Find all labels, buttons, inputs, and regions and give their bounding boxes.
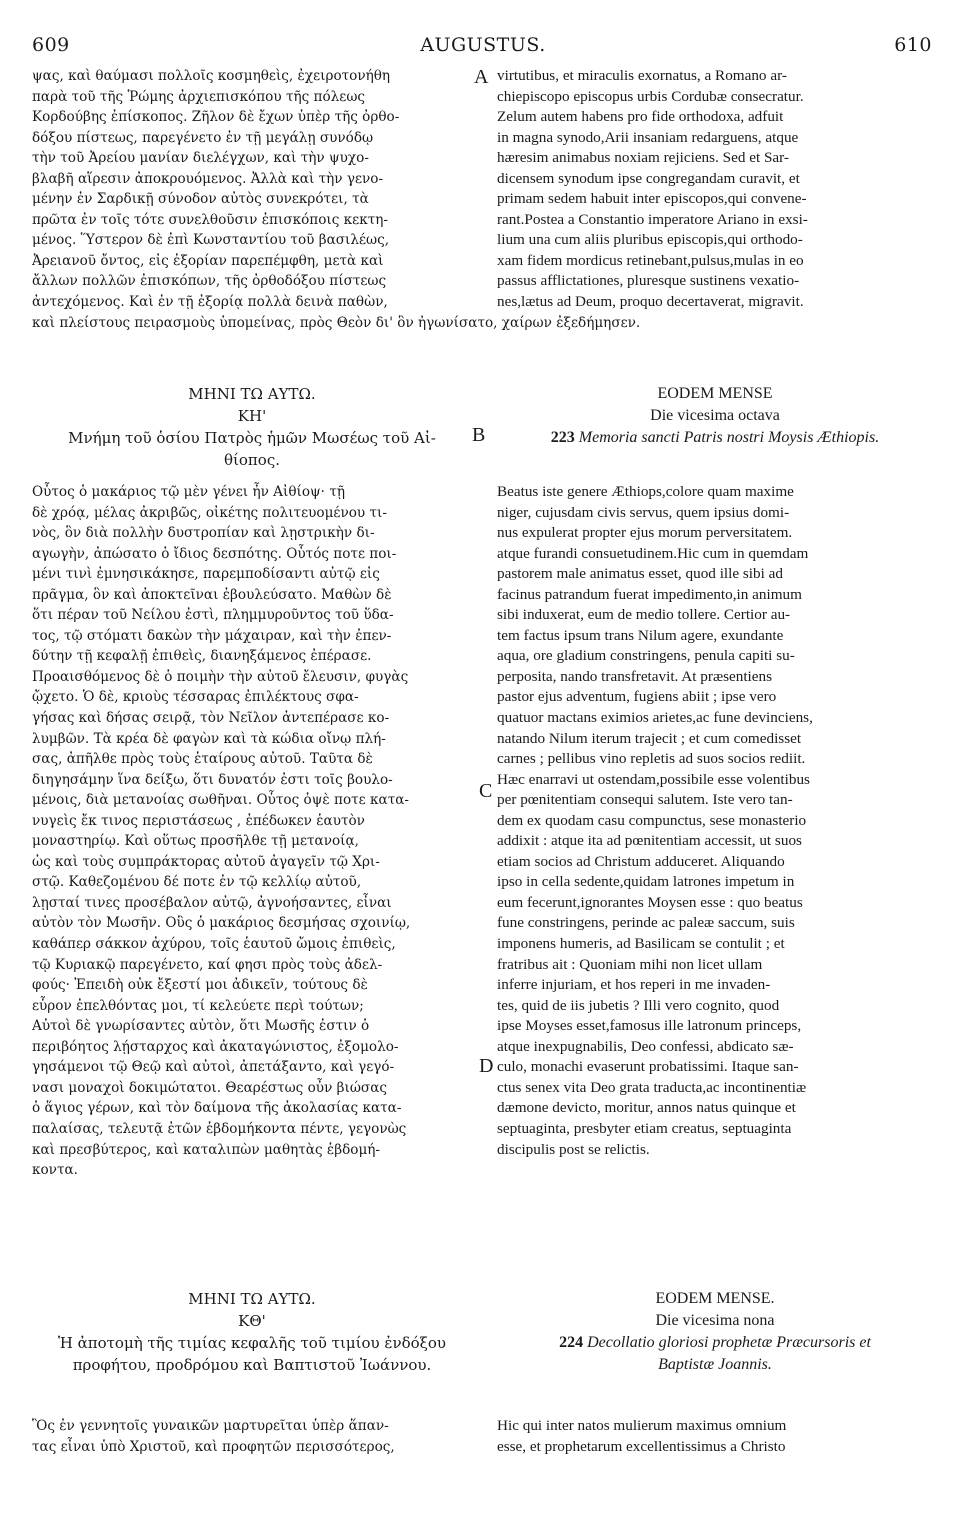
latin-line: natando Nilum iterum trajecit ; et cum comedisset bbox=[497, 729, 802, 747]
latin-line: carnes ; pellibus vino repletis ad suos socios rediit. bbox=[497, 750, 806, 768]
greek-line: Αὐτοὶ δὲ γνωρίσαντες αὐτὸν, ὅτι Μωσῆς ἐστιν ὁ bbox=[32, 1018, 370, 1035]
greek-line: αγωγὴν, ἀπώσατο ὁ ἴδιος δεσπότης. Οὗτός ποτε ποι- bbox=[32, 545, 397, 562]
latin-line: lium una cum aliis pluribus episcopis,qui orthodo- bbox=[497, 231, 803, 249]
greek-line: Ἀρειανοῦ ὄντος, εἰς ἐξορίαν παρεπέμφθη, μετὰ καὶ bbox=[32, 252, 384, 269]
greek-column-top bbox=[32, 66, 472, 313]
greek-section-heading: ΜΗΝΙ ΤΩ ΑΥΤΩ. bbox=[188, 385, 316, 403]
latin-line: ctus senex vita Deo grata traducta,ac incontinentiæ bbox=[497, 1078, 807, 1096]
latin-line: atque furandi consuetudinem.Hic cum in quemdam bbox=[497, 544, 809, 562]
latin-line: primam sedem habuit inter episcopos,qui convene- bbox=[497, 190, 807, 208]
greek-line: περιβόητος λῄσταρχος καὶ ἀκαταγώνιστος, ἐξομολο- bbox=[32, 1038, 399, 1055]
latin-heading-1 bbox=[497, 383, 933, 449]
latin-line: chiepiscopo episcopus urbis Cordubæ consecratur. bbox=[497, 87, 804, 105]
entry-number: 223 bbox=[550, 429, 575, 446]
greek-line: πρῶτα ἐν τοῖς τότε συνελθοῦσιν ἐπισκόποις κεκτη- bbox=[32, 211, 388, 228]
greek-line: νὸς, ὃν διὰ πολλὴν δυστροπίαν καὶ λῃστρικὴν δι- bbox=[32, 525, 375, 542]
latin-column-body bbox=[497, 482, 933, 1160]
latin-line: addixit : atque ita ad pœnitentiam accessit, ut suos bbox=[497, 832, 802, 850]
latin-line: sibi induxerat, eum de medio tollere. Certior au- bbox=[497, 606, 791, 624]
latin-section-heading: EODEM MENSE. bbox=[655, 1290, 775, 1307]
greek-line: μοναστηρίῳ. Καὶ οὕτως προσῆλθε τῇ μετανοίᾳ, bbox=[32, 833, 359, 850]
latin-line: nes,lætus ad Deum, proquo decertaverat, migravit. bbox=[497, 293, 804, 311]
greek-line: μένος. Ὕστερον δὲ ἐπὶ Κωνσταντίου τοῦ βασιλέως, bbox=[32, 232, 390, 249]
latin-line: ipso in cella sedente,quidam latrones impetum in bbox=[497, 873, 795, 891]
greek-column-body bbox=[32, 482, 472, 1181]
greek-line: λῃσταί τινες προσέβαλον αὐτῷ, ἀγνοήσαντες, εἶναι bbox=[32, 894, 392, 911]
latin-feast-title: Memoria sancti Patris nostri Moysis Æthiopis. bbox=[578, 429, 880, 446]
greek-line: ὁ ἅγιος γέρων, καὶ τὸν δαίμονα τῆς ἀκολασίας κατα- bbox=[32, 1100, 402, 1117]
greek-line: μένην ἐν Σαρδικῇ σύνοδον αὐτὸς συνεκρότει, τὰ bbox=[32, 191, 369, 208]
latin-line: quatuor mactans eximios arietes,ac fune devinciens, bbox=[497, 709, 813, 727]
latin-line: pastorem male animatus esset, quod ille sibi ad bbox=[497, 565, 783, 583]
latin-line: nus expulerat propter ejus morum perversitatem. bbox=[497, 524, 793, 542]
greek-feast-title: Μνήμη τοῦ ὁσίου Πατρὸς ἡμῶν Μωσέως τοῦ Αἰ- bbox=[68, 429, 436, 447]
latin-column-end bbox=[497, 1416, 933, 1457]
greek-line: τῷ Κυριακῷ παρεγένετο, καί φησι πρὸς τοὺς ἀδελ- bbox=[32, 956, 383, 973]
latin-line: dæmone devicto, moritur, annos natus quinque et bbox=[497, 1099, 796, 1117]
greek-line: μένοις, διὰ μετανοίας σωθῆναι. Οὗτος ὀψὲ ποτε κατα- bbox=[32, 792, 409, 809]
latin-feast-title: Baptistæ Joannis. bbox=[658, 1356, 772, 1373]
latin-line: tes, quid de iis jubetis ? Illi vero cognito, quod bbox=[497, 996, 780, 1014]
greek-line: καὶ πρεσβύτερος, καὶ καταλιπὼν μαθητὰς ἑβδομή- bbox=[32, 1141, 381, 1158]
latin-line: Beatus iste genere Æthiops,colore quam maxime bbox=[497, 483, 794, 500]
greek-line: μένι τινὶ ἐμνησικάκησε, παρεμποδίσαντι αὐτῷ εἰς bbox=[32, 566, 380, 583]
latin-line: rant.Postea a Constantio imperatore Ariano in exsi- bbox=[497, 210, 808, 228]
greek-line: γησάμενοι τῷ Θεῷ καὶ αὐτοὶ, ἀπετάξαντο, καὶ γεγό- bbox=[32, 1059, 395, 1076]
running-title: AUGUSTUS. bbox=[420, 34, 546, 56]
greek-day-numeral: ΚΗ' bbox=[237, 407, 267, 425]
greek-line: δὲ χρόᾳ, μέλας ἀκριβῶς, οἰκέτης πολιτευομένου τι- bbox=[32, 504, 387, 521]
greek-line: Οὗτος ὁ μακάριος τῷ μὲν γένει ἦν Αἰθίοψ· τῇ bbox=[32, 484, 345, 500]
entry-number: 224 bbox=[559, 1334, 584, 1351]
greek-line: παρὰ τοῦ τῆς Ῥώμης ἀρχιεπισκόπου τῆς πόλεως bbox=[32, 88, 366, 105]
latin-line: etiam socios ad Christum adduceret. Aliquando bbox=[497, 852, 785, 870]
greek-column-end bbox=[32, 1416, 472, 1457]
latin-line: pastor ejus adventum, fugiens abiit ; ipse vero bbox=[497, 688, 777, 706]
latin-line: niger, cujusdam civis servus, quem ipsius domi- bbox=[497, 503, 790, 521]
greek-heading-2 bbox=[32, 1288, 472, 1376]
greek-line: αὐτὸν τὸν Μωσῆν. Οὓς ὁ μακάριος δεσμήσας σχοινίῳ, bbox=[32, 915, 411, 932]
greek-feast-title: Ἡ ἀποτομὴ τῆς τιμίας κεφαλῆς τοῦ τιμίου ἐνδόξου bbox=[57, 1334, 447, 1352]
latin-heading-2 bbox=[497, 1288, 933, 1376]
latin-line: dicensem synodum ipse congregandam curavit, et bbox=[497, 169, 800, 187]
latin-line: culo, monachi evaserunt probatissimi. Itaque san- bbox=[497, 1058, 799, 1076]
greek-heading-1 bbox=[32, 383, 472, 471]
latin-line: Zelum autem habens pro fide orthodoxa, adfuit bbox=[497, 108, 784, 126]
greek-line: τὴν τοῦ Ἀρείου μανίαν διελέγχων, καὶ τὴν ψυχο- bbox=[32, 150, 369, 167]
greek-line: Ὃς ἐν γεννητοῖς γυναικῶν μαρτυρεῖται ὑπὲρ ἅπαν- bbox=[32, 1418, 389, 1434]
greek-feast-title: προφήτου, προδρόμου καὶ Βαπτιστοῦ Ἰωάννου. bbox=[72, 1356, 432, 1374]
margin-letter-c: C bbox=[479, 780, 493, 802]
latin-line: facinus patrandum fuerat impedimento,in animum bbox=[497, 585, 802, 603]
latin-line: xam fidem mordicus retinebant,pulsus,mulas in eo bbox=[497, 251, 804, 269]
greek-line: νασι μοναχοὶ δοκιμώτατοι. Θεαρέστως οὖν βιώσας bbox=[32, 1079, 387, 1096]
greek-line: παλαίσας, τελευτᾷ ἐτῶν ἑβδομήκοντα πέντε, γεγονὼς bbox=[32, 1120, 407, 1137]
latin-line: septuaginta, presbyter etiam creatus, septuaginta bbox=[497, 1119, 792, 1137]
greek-line: Προαισθόμενος δὲ ὁ ποιμὴν τὴν αὐτοῦ ἔλευσιν, φυγὰς bbox=[32, 668, 409, 685]
greek-line: γήσας καὶ δήσας σειρᾷ, τὸν Νεῖλον ἀντεπέρασε κο- bbox=[32, 710, 390, 727]
latin-line: per pœnitentiam consequi salutem. Iste vero tan- bbox=[497, 791, 793, 809]
greek-line: νυγεὶς ἔκ τινος περιστάσεως , ἐπέδωκεν ἑαυτὸν bbox=[32, 812, 365, 829]
latin-line: in magna synodo,Arii insaniam redarguens, atque bbox=[497, 128, 799, 146]
latin-column-top bbox=[497, 66, 933, 313]
margin-letter-d: D bbox=[479, 1055, 494, 1077]
greek-line: ψας, καὶ θαύμασι πολλοῖς κοσμηθεὶς, ἐχειροτονήθη bbox=[32, 68, 391, 84]
greek-line: φούς· Ἐπειδὴ οὐκ ἔξεστί μοι ἀδικεῖν, τούτους δὲ bbox=[32, 977, 368, 994]
greek-line: δύτην τῇ κεφαλῇ ἐπιθεὶς, διανηξάμενος ἐπέρασε. bbox=[32, 648, 372, 665]
latin-line: inferre injuriam, et hos reperi in me invaden- bbox=[497, 976, 771, 994]
greek-feast-title: θίοπος. bbox=[223, 451, 280, 469]
latin-line: dem ex quodam casu compunctus, sese monasterio bbox=[497, 811, 807, 829]
spanning-line: καὶ πλείστους πειρασμοὺς ὑπομείνας, πρὸς Θεὸν δι' ὃν ἠγωνίσατο, χαίρων ἐξεδήμησεν. bbox=[32, 315, 641, 331]
latin-line: perposita, nando transfretavit. At præsentiens bbox=[497, 667, 772, 685]
latin-line: discipulis post se relictis. bbox=[497, 1140, 650, 1158]
greek-line: Κορδούβης ἐπίσκοπος. Ζῆλον δὲ ἔχων ὑπὲρ τῆς ὀρθο- bbox=[32, 109, 400, 126]
greek-line: τος, τῷ στόματι δακὼν τὴν μάχαιραν, καὶ τὴν ἐπεν- bbox=[32, 627, 392, 644]
greek-line: πρᾶγμα, ὃν καὶ ἀποκτεῖναι ἐβουλεύσατο. Μαθὼν δὲ bbox=[32, 586, 392, 603]
latin-line: ipse Moyses esset,famosus ille latronum princeps, bbox=[497, 1017, 802, 1035]
latin-day: Die vicesima octava bbox=[650, 407, 780, 424]
latin-line: esse, et prophetarum excellentissimus a Christo bbox=[497, 1437, 786, 1455]
greek-line: ἀντεχόμενος. Καὶ ἐν τῇ ἐξορίᾳ πολλὰ δεινὰ παθὼν, bbox=[32, 294, 388, 311]
latin-line: tem factus ipsum trans Nilum agere, exundante bbox=[497, 626, 784, 644]
page-number-left: 609 bbox=[32, 34, 70, 56]
greek-line: λυμβῶν. Τὰ κρέα δὲ φαγὼν καὶ τὰ κώδια οἴνῳ πλή- bbox=[32, 730, 386, 747]
greek-line: στῷ. Καθεζομένου δέ ποτε ἐν τῷ κελλίῳ αὐτοῦ, bbox=[32, 874, 362, 891]
greek-day-numeral: ΚΘ' bbox=[238, 1312, 266, 1330]
greek-section-heading: ΜΗΝΙ ΤΩ ΑΥΤΩ. bbox=[188, 1290, 316, 1308]
margin-letter-b: B bbox=[472, 424, 486, 446]
latin-line: fratribus ait : Quoniam mihi non licet ullam bbox=[497, 955, 763, 973]
latin-line: Hæc enarravi ut ostendam,possibile esse volentibus bbox=[497, 770, 810, 788]
latin-day: Die vicesima nona bbox=[655, 1312, 775, 1329]
latin-line: atque inexpugnabilis, Deo confessi, abdicato sæ- bbox=[497, 1037, 794, 1055]
latin-line: virtutibus, et miraculis exornatus, a Romano ar- bbox=[497, 67, 787, 84]
greek-line: διηγησάμην ἵνα δείξω, ὅτι δυνατόν ἐστι τοῖς βουλο- bbox=[32, 771, 393, 788]
latin-line: fune constringens, perinde ac paleæ saccum, suis bbox=[497, 914, 795, 932]
latin-line: passus afflictationes, pluresque sustinens vexatio- bbox=[497, 272, 800, 290]
latin-line: hæresim animabus noxiam rejiciens. Sed et Sar- bbox=[497, 149, 789, 167]
greek-line: ὡς καὶ τοὺς συμπράκτορας αὐτοῦ ἀγαγεῖν τῷ Χρι- bbox=[32, 853, 380, 870]
latin-section-heading: EODEM MENSE bbox=[657, 385, 773, 402]
greek-line: τας εἶναι ὑπὸ Χριστοῦ, καὶ προφητῶν περισσότερος, bbox=[32, 1438, 395, 1455]
latin-line: aqua, ore gladium constringens, penula capiti su- bbox=[497, 647, 795, 665]
greek-line: ὅτι πέραν τοῦ Νείλου ἐστὶ, πλημμυροῦντος τοῦ ὕδα- bbox=[32, 607, 394, 624]
greek-line: ᾤχετο. Ὁ δὲ, κριοὺς τέσσαρας ἐπιλέκτους σφα- bbox=[32, 689, 359, 706]
greek-line: ἄλλων πολλῶν ἐπισκόπων, τῆς ὀρθοδόξου πίστεως bbox=[32, 273, 387, 290]
latin-line: Hic qui inter natos mulierum maximus omnium bbox=[497, 1417, 787, 1434]
greek-line: κοντα. bbox=[32, 1162, 78, 1179]
greek-line: δόξου πίστεως, παρεγένετο ἐν τῇ μεγάλῃ συνόδῳ bbox=[32, 129, 374, 146]
latin-line: imponens humeris, ad Basilicam se contulit ; et bbox=[497, 935, 785, 953]
latin-feast-title: Decollatio gloriosi prophetæ Præcursoris et bbox=[587, 1334, 871, 1351]
margin-letter-a: A bbox=[474, 66, 489, 88]
greek-line: εὗρον ἐπελθόντας μοι, τί κελεύετε περὶ τούτων; bbox=[32, 997, 364, 1014]
greek-line: σας, ἀπῆλθε πρὸς τοὺς ἑταίρους αὐτοῦ. Ταῦτα δὲ bbox=[32, 751, 373, 768]
page-number-right: 610 bbox=[894, 34, 932, 56]
greek-line: καθάπερ σάκκον ἀχύρου, τοῖς ἑαυτοῦ ὤμοις ἐπιθεὶς, bbox=[32, 936, 396, 953]
latin-line: eum fecerunt,ignorantes Moysen esse : quo beatus bbox=[497, 893, 803, 911]
greek-line: βλαβῆ αἵρεσιν ἀποκρουόμενος. Ἀλλὰ καὶ τὴν γενο- bbox=[32, 170, 384, 187]
